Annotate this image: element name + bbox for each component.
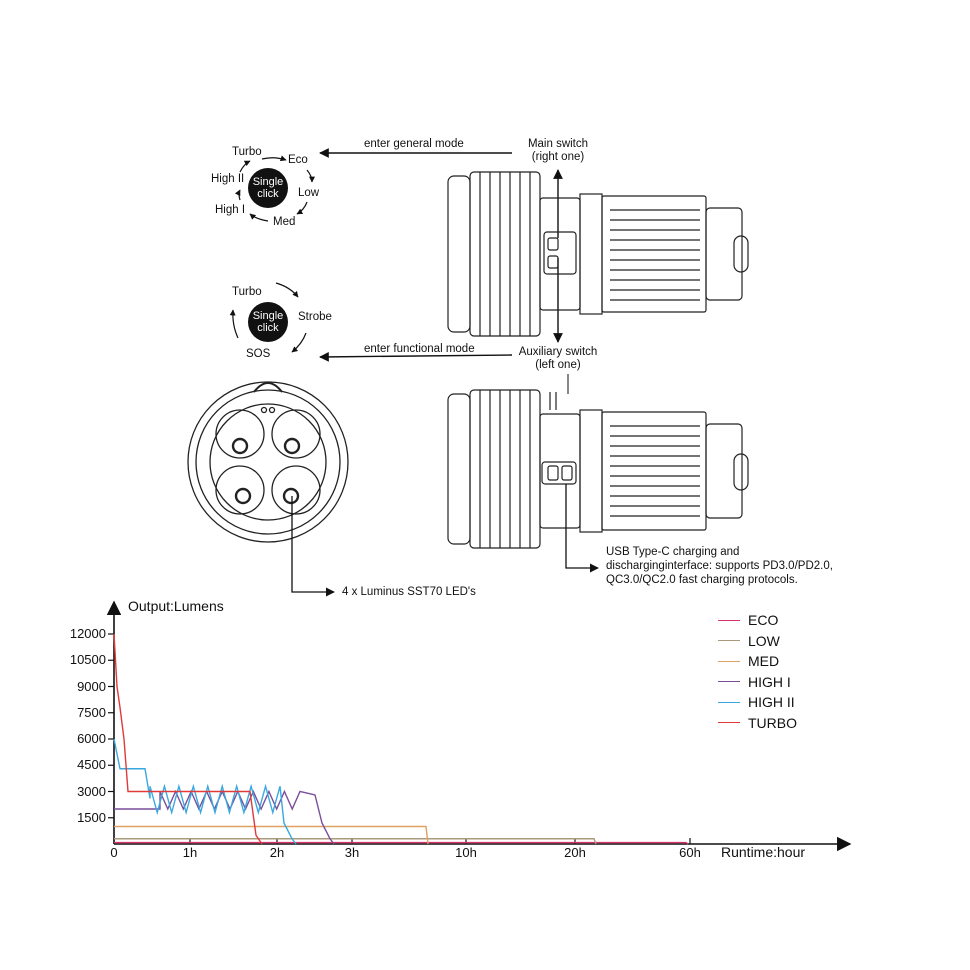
legend-item <box>718 653 779 669</box>
flashlight-front-drawing <box>188 382 348 542</box>
series-line-med <box>114 827 428 845</box>
general-mode-eco: Eco <box>288 154 308 166</box>
aux-switch-label: Auxiliary switch (left one) <box>518 346 598 371</box>
x-axis-label: Runtime:hour <box>721 844 806 860</box>
series-line-low <box>114 839 596 844</box>
legend-swatch <box>718 681 740 682</box>
legend-swatch <box>718 620 740 621</box>
y-tick-label: 7500 <box>77 704 106 720</box>
x-tick-label: 3h <box>344 845 360 860</box>
usb-callout: USB Type-C charging and discharginginterface: supports PD3.0/PD2.0, QC3.0/QC2.0 fast charging protocols. <box>606 546 833 586</box>
functional-mode-turbo: Turbo <box>232 286 262 298</box>
y-tick-label: 12000 <box>69 626 106 641</box>
y-tick-label: 9000 <box>77 678 106 694</box>
y-tick-label: 6000 <box>77 731 106 746</box>
functional-mode-arrow-label: enter functional mode <box>364 343 475 355</box>
legend-item <box>718 612 778 628</box>
main-switch-label: Main switch (right one) <box>527 138 589 163</box>
y-tick-label: 1500 <box>77 809 106 825</box>
x-tick-label: 20h <box>564 845 586 860</box>
legend-swatch <box>718 722 740 723</box>
general-mode-high2: High II <box>211 173 245 185</box>
legend-label: LOW <box>748 632 780 649</box>
legend-swatch <box>718 661 740 662</box>
legend-item <box>718 715 797 731</box>
y-tick-label: 10500 <box>69 652 106 668</box>
x-tick-label: 60h <box>679 845 701 860</box>
series-line-turbo <box>114 634 262 844</box>
y-tick-label: 3000 <box>77 783 106 799</box>
x-tick-label: 1h <box>182 845 198 860</box>
legend-swatch <box>718 702 740 703</box>
general-mode-turbo: Turbo <box>232 146 262 158</box>
flashlight-bottom-drawing <box>448 390 748 548</box>
legend-item <box>718 674 791 690</box>
x-tick-label: 0 <box>110 845 118 860</box>
flashlight-top-drawing <box>448 172 748 336</box>
general-mode-low: Low <box>298 187 320 199</box>
y-tick-label: 4500 <box>77 757 106 773</box>
general-mode-arrow-label: enter general mode <box>364 138 464 150</box>
series-line-high-i <box>114 792 334 845</box>
y-axis-label: Output:Lumens <box>128 598 224 614</box>
led-callout: 4 x Luminus SST70 LED's <box>342 586 476 598</box>
legend-swatch <box>718 640 740 641</box>
general-single-click-button: Single click <box>248 168 288 208</box>
legend-item <box>718 633 780 649</box>
x-tick-label: 2h <box>269 845 285 860</box>
series-line-high-ii <box>114 739 296 844</box>
legend-label: ECO <box>748 612 779 628</box>
functional-mode-sos: SOS <box>246 348 271 360</box>
general-mode-med: Med <box>273 216 296 228</box>
functional-mode-strobe: Strobe <box>298 311 332 323</box>
series-line-eco <box>114 843 688 844</box>
general-mode-high1: High I <box>215 204 246 216</box>
legend-label: HIGH I <box>748 673 791 690</box>
functional-single-click-button: Single click <box>248 302 288 342</box>
legend-label: HIGH II <box>748 694 795 710</box>
legend-label: MED <box>748 653 780 669</box>
legend-label: TURBO <box>748 714 797 731</box>
x-tick-label: 10h <box>455 845 477 860</box>
legend-item <box>718 694 795 710</box>
